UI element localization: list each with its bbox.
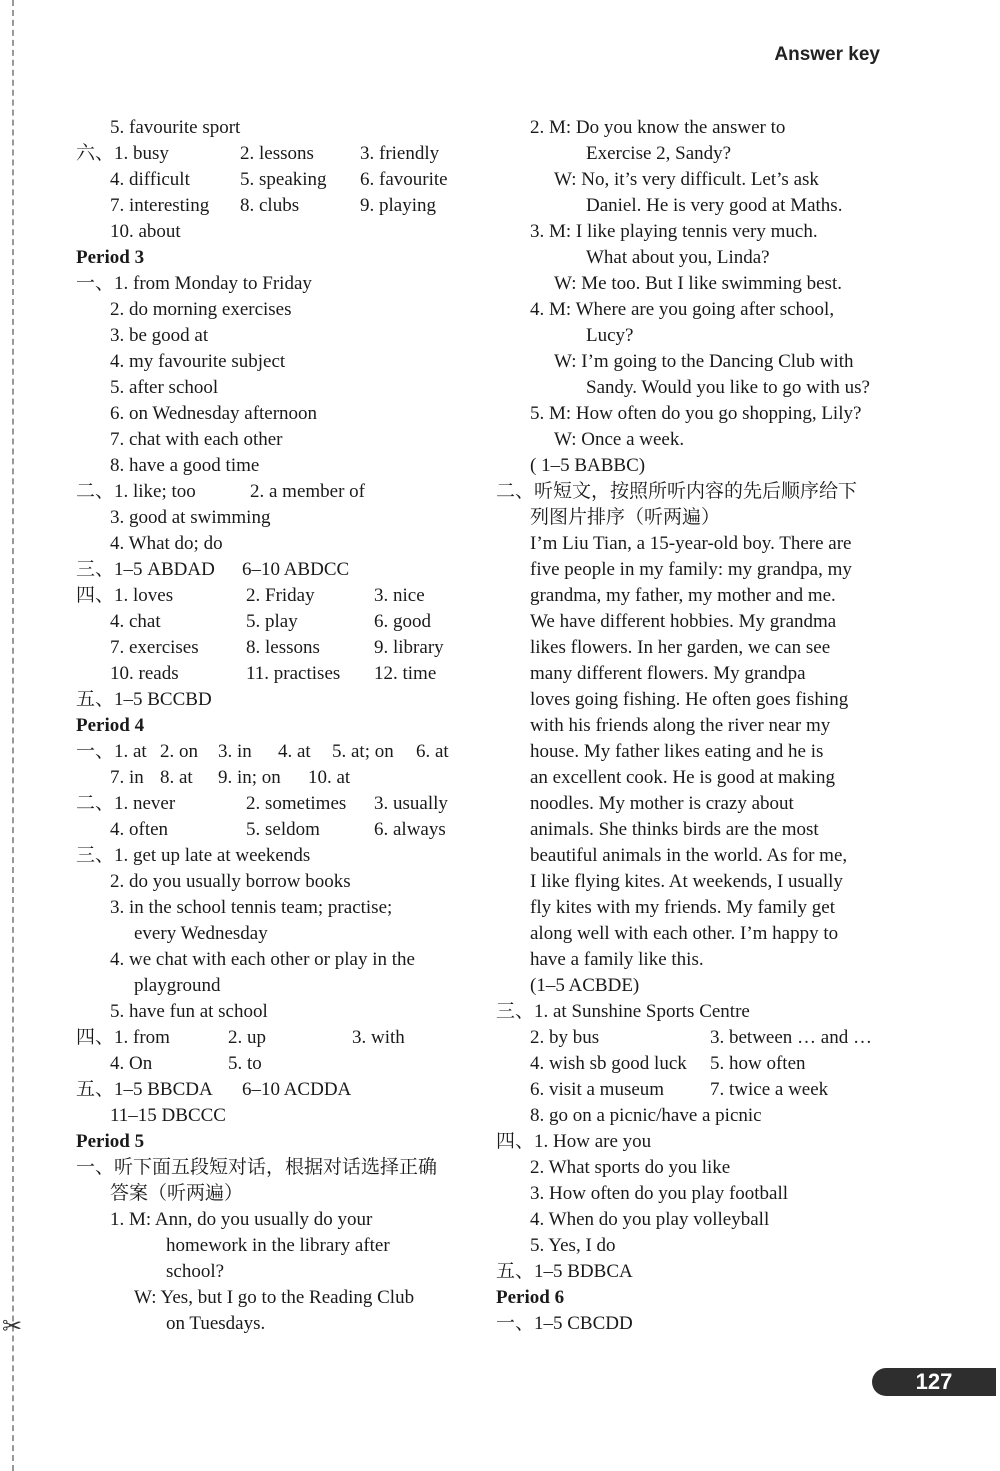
answer-line	[496, 661, 916, 687]
answer-text: school?	[166, 1261, 225, 1282]
answer-text: We have different hobbies. My grandma	[530, 611, 837, 632]
answer-text: 5. Yes, I do	[530, 1235, 616, 1256]
answer-line	[76, 323, 476, 349]
answer-line	[496, 687, 916, 713]
scissors-icon: ✂	[2, 1314, 23, 1340]
answer-text: Period 3	[76, 247, 145, 268]
answer-line	[496, 817, 916, 843]
answer-text: 4. What do; do	[110, 533, 223, 554]
answer-text: (1–5 ACBDE)	[530, 975, 640, 996]
answer-line	[496, 973, 916, 999]
answer-line	[76, 1233, 476, 1259]
answer-line	[76, 141, 476, 167]
answer-line	[496, 895, 916, 921]
answer-line	[76, 791, 476, 817]
answer-text: 4. we chat with each other or play in the	[110, 949, 415, 970]
answer-text: 8. have a good time	[110, 455, 260, 476]
answer-line	[496, 843, 916, 869]
answer-line	[496, 1077, 916, 1103]
answer-text: animals. She thinks birds are the most	[530, 819, 819, 840]
answer-line	[496, 635, 916, 661]
answer-text: 一、1. at	[76, 741, 147, 762]
answer-line	[496, 271, 916, 297]
answer-text: grandma, my father, my mother and me.	[530, 585, 836, 606]
answer-text: 6. good	[374, 611, 431, 632]
answer-line	[496, 323, 916, 349]
answer-text: Period 4	[76, 715, 145, 736]
answer-text: 二、听短文，按照所听内容的先后顺序给下	[496, 481, 858, 502]
answer-line	[76, 1207, 476, 1233]
answer-line	[76, 453, 476, 479]
answer-line	[76, 1285, 476, 1311]
answer-text: 四、1. loves	[76, 585, 174, 606]
answer-text: Lucy?	[586, 325, 634, 346]
answer-text: 5. at; on	[332, 741, 394, 762]
answer-line	[496, 869, 916, 895]
answer-text: 列图片排序（听两遍）	[530, 507, 721, 528]
answer-line	[496, 193, 916, 219]
answer-line	[496, 1025, 916, 1051]
answer-line	[496, 297, 916, 323]
answer-text: 2. M: Do you know the answer to	[530, 117, 786, 138]
answer-text: house. My father likes eating and he is	[530, 741, 824, 762]
answer-line	[496, 115, 916, 141]
answer-text: 5. have fun at school	[110, 1001, 268, 1022]
answer-text: 4. at	[278, 741, 311, 762]
left-column	[76, 115, 476, 1337]
answer-text: likes flowers. In her garden, we can see	[530, 637, 831, 658]
answer-text: 10. at	[308, 767, 351, 788]
answer-text: W: No, it’s very difficult. Let’s ask	[554, 169, 819, 190]
answer-text: five people in my family: my grandpa, my	[530, 559, 852, 580]
answer-text: 6. always	[374, 819, 446, 840]
answer-line	[76, 505, 476, 531]
answer-text: I’m Liu Tian, a 15-year-old boy. There are	[530, 533, 852, 554]
answer-line	[496, 1233, 916, 1259]
answer-text: homework in the library after	[166, 1235, 390, 1256]
answer-text: 3. usually	[374, 793, 448, 814]
answer-line	[76, 297, 476, 323]
answer-text: Exercise 2, Sandy?	[586, 143, 732, 164]
answer-text: with his friends along the river near my	[530, 715, 831, 736]
answer-line	[496, 609, 916, 635]
answer-line	[496, 375, 916, 401]
answer-line	[496, 1181, 916, 1207]
answer-line	[76, 1103, 476, 1129]
answer-line	[496, 1207, 916, 1233]
answer-line	[76, 219, 476, 245]
answer-text: 2. do you usually borrow books	[110, 871, 351, 892]
answer-text: 4. often	[110, 819, 169, 840]
answer-text: 8. clubs	[240, 195, 300, 216]
answer-text: every Wednesday	[134, 923, 268, 944]
answer-line	[76, 167, 476, 193]
answer-line	[496, 505, 916, 531]
answer-text: beautiful animals in the world. As for me,	[530, 845, 848, 866]
page-header: Answer key	[774, 44, 880, 65]
answer-text: 2. Friday	[246, 585, 315, 606]
answer-line	[496, 349, 916, 375]
answer-line	[76, 973, 476, 999]
answer-text: 7. chat with each other	[110, 429, 283, 450]
answer-text: 9. library	[374, 637, 444, 658]
answer-text: loves going fishing. He often goes fishing	[530, 689, 849, 710]
answer-text: 2. lessons	[240, 143, 314, 164]
answer-line	[496, 427, 916, 453]
answer-text: 3. friendly	[360, 143, 440, 164]
answer-line	[76, 401, 476, 427]
cut-edge	[0, 0, 14, 1471]
answer-line	[76, 921, 476, 947]
answer-line	[496, 1155, 916, 1181]
answer-text: 5. how often	[710, 1053, 806, 1074]
answer-text: 2. What sports do you like	[530, 1157, 731, 1178]
answer-text: 2. up	[228, 1027, 266, 1048]
answer-line	[496, 791, 916, 817]
answer-text: Period 6	[496, 1287, 565, 1308]
answer-text: W: Once a week.	[554, 429, 685, 450]
answer-text: 3. good at swimming	[110, 507, 271, 528]
answer-line	[496, 167, 916, 193]
answer-line	[496, 479, 916, 505]
answer-text: 2. on	[160, 741, 198, 762]
answer-line	[496, 141, 916, 167]
answer-text: 6. favourite	[360, 169, 448, 190]
answer-text: Period 5	[76, 1131, 145, 1152]
answer-text: 五、1–5 BBCDA	[76, 1079, 213, 1100]
answer-text: 7. exercises	[110, 637, 199, 658]
answer-text: 五、1–5 BCCBD	[76, 689, 212, 710]
answer-text: 三、1–5 ABDAD	[76, 559, 215, 580]
answer-line	[496, 1311, 916, 1337]
answer-line	[76, 1025, 476, 1051]
answer-text: 4. M: Where are you going after school,	[530, 299, 835, 320]
answer-text: 5. to	[228, 1053, 262, 1074]
answer-text: 6–10 ACDDA	[242, 1079, 352, 1100]
answer-text: 答案（听两遍）	[110, 1183, 244, 1204]
answer-text: 7. twice a week	[710, 1079, 829, 1100]
answer-line	[496, 765, 916, 791]
answer-line	[76, 1077, 476, 1103]
answer-text: 三、1. at Sunshine Sports Centre	[496, 1001, 750, 1022]
answer-text: 7. in	[110, 767, 144, 788]
answer-line	[76, 193, 476, 219]
answer-text: along well with each other. I’m happy to	[530, 923, 839, 944]
answer-line	[76, 557, 476, 583]
answer-text: 6. at	[416, 741, 449, 762]
answer-line	[496, 245, 916, 271]
answer-text: 3. in the school tennis team; practise;	[110, 897, 393, 918]
section-heading	[76, 713, 476, 739]
answer-line	[496, 921, 916, 947]
answer-line	[76, 271, 476, 297]
answer-text: 4. wish sb good luck	[530, 1053, 687, 1074]
answer-line	[496, 999, 916, 1025]
answer-text: 5. seldom	[246, 819, 320, 840]
answer-text: 8. go on a picnic/have a picnic	[530, 1105, 762, 1126]
answer-text: 4. my favourite subject	[110, 351, 286, 372]
answer-line	[496, 1259, 916, 1285]
section-heading	[76, 245, 476, 271]
answer-line	[496, 1129, 916, 1155]
answer-text: 7. interesting	[110, 195, 210, 216]
answer-text: 一、1–5 CBCDD	[496, 1313, 633, 1334]
answer-text: 12. time	[374, 663, 437, 684]
answer-text: 9. playing	[360, 195, 436, 216]
answer-line	[496, 1103, 916, 1129]
answer-text: 5. M: How often do you go shopping, Lily?	[530, 403, 862, 424]
answer-text: 10. about	[110, 221, 181, 242]
answer-text: 2. by bus	[530, 1027, 600, 1048]
answer-text: 2. do morning exercises	[110, 299, 292, 320]
answer-text: 3. between … and …	[710, 1027, 872, 1048]
answer-line	[76, 843, 476, 869]
answer-line	[76, 1155, 476, 1181]
answer-text: 4. When do you play volleyball	[530, 1209, 770, 1230]
answer-text: ( 1–5 BABBC)	[530, 455, 646, 476]
answer-line	[76, 479, 476, 505]
answer-line	[496, 739, 916, 765]
answer-line	[496, 583, 916, 609]
answer-text: on Tuesdays.	[166, 1313, 266, 1334]
answer-text: 4. chat	[110, 611, 161, 632]
answer-line	[76, 1181, 476, 1207]
answer-text: 5. favourite sport	[110, 117, 241, 138]
section-heading	[496, 1285, 916, 1311]
answer-text: 10. reads	[110, 663, 179, 684]
answer-text: 8. lessons	[246, 637, 320, 658]
answer-text: 1. M: Ann, do you usually do your	[110, 1209, 373, 1230]
answer-line	[496, 401, 916, 427]
answer-line	[496, 453, 916, 479]
answer-line	[76, 765, 476, 791]
answer-text: 5. after school	[110, 377, 219, 398]
answer-line	[496, 557, 916, 583]
answer-line	[76, 375, 476, 401]
answer-text: 3. in	[218, 741, 252, 762]
answer-line	[76, 609, 476, 635]
answer-text: 3. How often do you play football	[530, 1183, 789, 1204]
answer-text: 二、1. like; too	[76, 481, 196, 502]
answer-line	[76, 583, 476, 609]
answer-text: W: Yes, but I go to the Reading Club	[134, 1287, 415, 1308]
answer-text: 3. nice	[374, 585, 425, 606]
answer-text: playground	[134, 975, 221, 996]
answer-text: 4. On	[110, 1053, 153, 1074]
answer-line	[76, 869, 476, 895]
right-column	[496, 115, 916, 1337]
section-heading	[76, 1129, 476, 1155]
answer-text: 9. in; on	[218, 767, 281, 788]
answer-text: 6–10 ABDCC	[242, 559, 350, 580]
answer-line	[76, 531, 476, 557]
answer-text: fly kites with my friends. My family get	[530, 897, 836, 918]
answer-text: 四、1. from	[76, 1027, 170, 1048]
answer-text: 一、听下面五段短对话，根据对话选择正确	[76, 1157, 438, 1178]
answer-text: 3. M: I like playing tennis very much.	[530, 221, 818, 242]
answer-line	[76, 635, 476, 661]
answer-line	[496, 531, 916, 557]
answer-text: have a family like this.	[530, 949, 704, 970]
answer-text: 3. with	[352, 1027, 405, 1048]
answer-text: 五、1–5 BDBCA	[496, 1261, 633, 1282]
answer-text: 一、1. from Monday to Friday	[76, 273, 312, 294]
answer-line	[76, 1051, 476, 1077]
answer-text: 11–15 DBCCC	[110, 1105, 226, 1126]
answer-line	[76, 895, 476, 921]
answer-text: 11. practises	[246, 663, 341, 684]
answer-text: 6. on Wednesday afternoon	[110, 403, 318, 424]
answer-line	[76, 427, 476, 453]
answer-text: 六、1. busy	[76, 143, 169, 164]
answer-text: Daniel. He is very good at Maths.	[586, 195, 843, 216]
answer-line	[496, 219, 916, 245]
answer-line	[76, 115, 476, 141]
answer-text: Sandy. Would you like to go with us?	[586, 377, 870, 398]
answer-text: 四、1. How are you	[496, 1131, 652, 1152]
answer-line	[76, 687, 476, 713]
answer-text: 三、1. get up late at weekends	[76, 845, 311, 866]
answer-line	[76, 739, 476, 765]
answer-text: 3. be good at	[110, 325, 209, 346]
answer-line	[496, 713, 916, 739]
answer-text: 2. sometimes	[246, 793, 347, 814]
answer-line	[76, 1311, 476, 1337]
answer-text: 6. visit a museum	[530, 1079, 665, 1100]
answer-text: I like flying kites. At weekends, I usually	[530, 871, 843, 892]
answer-text: 5. play	[246, 611, 298, 632]
answer-line	[76, 817, 476, 843]
answer-line	[496, 947, 916, 973]
answer-text: 5. speaking	[240, 169, 327, 190]
answer-text: W: I’m going to the Dancing Club with	[554, 351, 854, 372]
answer-line	[76, 999, 476, 1025]
answer-text: 8. at	[160, 767, 193, 788]
answer-line	[76, 661, 476, 687]
answer-text: 二、1. never	[76, 793, 176, 814]
answer-text: many different flowers. My grandpa	[530, 663, 806, 684]
answer-line	[496, 1051, 916, 1077]
answer-text: W: Me too. But I like swimming best.	[554, 273, 842, 294]
answer-text: What about you, Linda?	[586, 247, 770, 268]
answer-text: an excellent cook. He is good at making	[530, 767, 835, 788]
answer-text: noodles. My mother is crazy about	[530, 793, 794, 814]
answer-text: 2. a member of	[250, 481, 366, 502]
answer-line	[76, 947, 476, 973]
answer-line	[76, 349, 476, 375]
answer-line	[76, 1259, 476, 1285]
answer-text: 4. difficult	[110, 169, 190, 190]
page-number: 127	[872, 1368, 996, 1396]
